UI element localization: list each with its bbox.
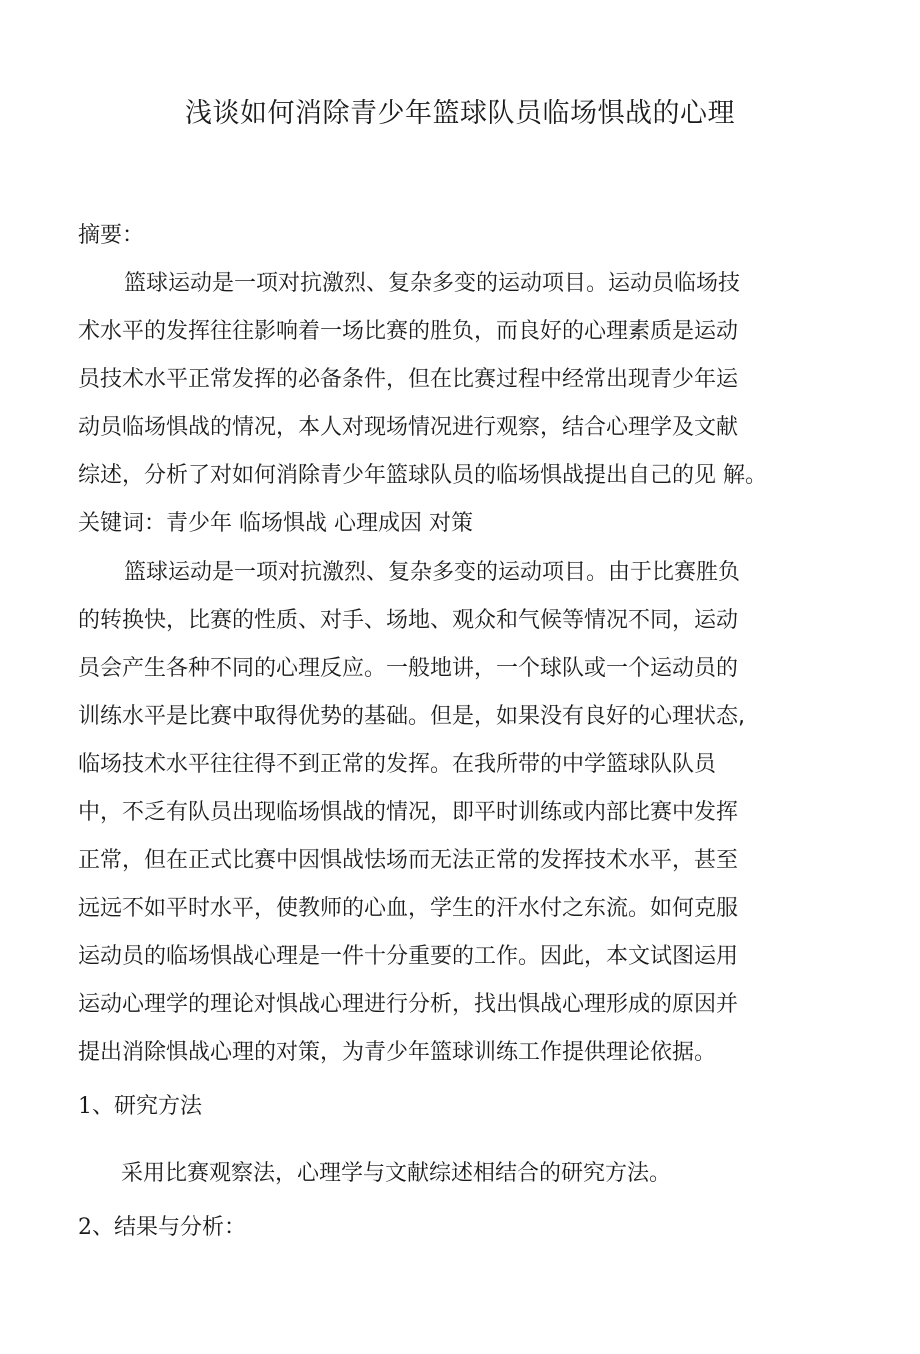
abstract-line-1: 篮球运动是一项对抗激烈、复杂多变的运动项目。运动员临场技 [124,271,741,296]
section-2-heading [78,1213,246,1243]
abstract-line-5: 综述，分析了对如何消除青少年篮球队员的临场惧战提出自己的见 解。 [78,463,767,488]
abstract-line-3: 员技术水平正常发挥的必备条件，但在比赛过程中经常出现青少年运 [78,367,739,392]
intro-line-11: 提出消除惧战心理的对策，为青少年篮球训练工作提供理论依据。 [78,1040,717,1065]
intro-line-1: 篮球运动是一项对抗激烈、复杂多变的运动项目。由于比赛胜负 [124,560,741,585]
intro-line-3: 员会产生各种不同的心理反应。一般地讲，一个球队或一个运动员的 [78,656,739,681]
abstract-label: 摘要： [78,223,145,248]
section-2-title: 、结果与分析： [92,1215,247,1240]
intro-line-9: 运动员的临场惧战心理是一件十分重要的工作。因此，本文试图运用 [78,944,739,969]
section-1-heading [78,1092,202,1122]
intro-line-2: 的转换快，比赛的性质、对手、场地、观众和气候等情况不同，运动 [78,608,739,633]
section-1-text: 采用比赛观察法，心理学与文献综述相结合的研究方法。 [121,1161,672,1186]
intro-line-5: 临场技术水平往往得不到正常的发挥。在我所带的中学篮球队队员 [78,752,717,777]
intro-line-4: 训练水平是比赛中取得优势的基础。但是，如果没有良好的心理状态, [78,704,745,729]
section-2-number: 2 [78,1215,92,1240]
keywords-line: 关键词：青少年 临场惧战 心理成因 对策 [78,511,473,536]
abstract-line-2: 术水平的发挥往往影响着一场比赛的胜负，而良好的心理素质是运动 [78,319,739,344]
intro-line-8: 远远不如平时水平，使教师的心血，学生的汗水付之东流。如何克服 [78,896,739,921]
section-1-number: 1 [78,1094,92,1119]
abstract-line-4: 动员临场惧战的情况，本人对现场情况进行观察，结合心理学及文献 [78,415,739,440]
intro-line-10: 运动心理学的理论对惧战心理进行分析，找出惧战心理形成的原因并 [78,992,739,1017]
document-title: 浅谈如何消除青少年篮球队员临场惧战的心理 [185,98,735,129]
section-1-title: 、研究方法 [92,1094,203,1119]
intro-line-6: 中，不乏有队员出现临场惧战的情况，即平时训练或内部比赛中发挥 [78,800,739,825]
intro-line-7: 正常，但在正式比赛中因惧战怯场而无法正常的发挥技术水平，甚至 [78,848,739,873]
